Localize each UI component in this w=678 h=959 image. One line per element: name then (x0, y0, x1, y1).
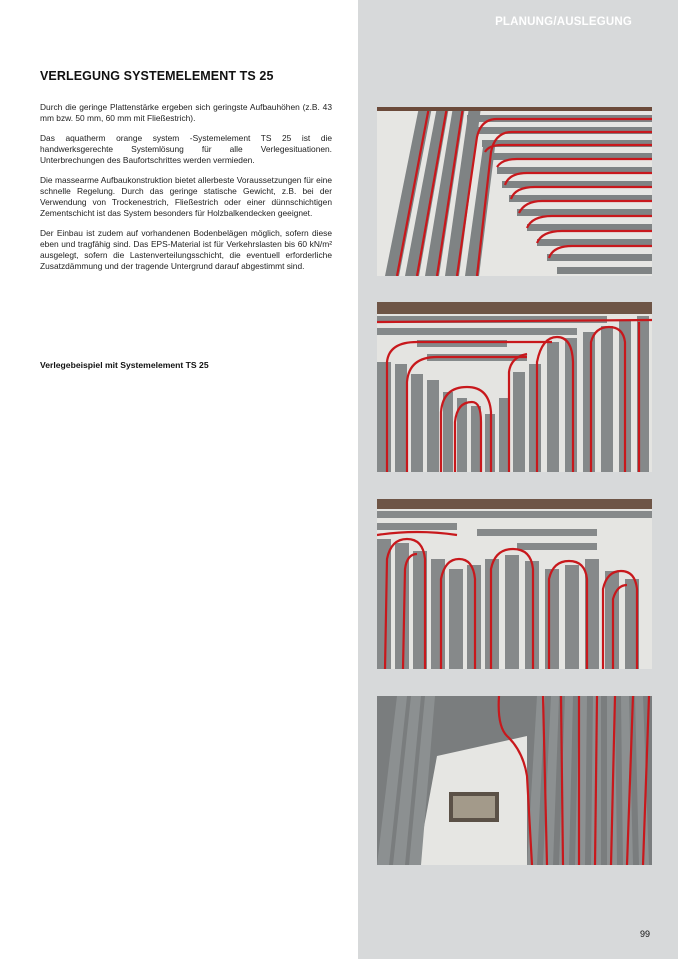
page-title: VERLEGUNG SYSTEMELEMENT TS 25 (40, 69, 274, 83)
installation-photo-1 (377, 107, 652, 276)
paragraph-1: Durch die geringe Plattenstärke ergeben sich geringste Aufbauhöhen (z.B. 43 mm bzw. 50 mm, 60 mm mit Fließestrich). (40, 102, 332, 123)
figure-caption: Verlegebeispiel mit Systemelement TS 25 (40, 360, 209, 370)
paragraph-3: Die massearme Aufbaukonstruktion bietet allerbeste Voraussetzungen für eine schnelle Regelung. Durch das geringe statische Gewicht, z.B. bei der Verwendung von Trockenestrich, Fließestrich oder einer dünnschichtigen Zementschicht ist das System besonders für Holzbalkendecken geeignet. (40, 175, 332, 218)
installation-photo-2 (377, 302, 652, 472)
section-label: PLANUNG/AUSLEGUNG (495, 16, 632, 28)
paragraph-2: Das aquatherm orange system -Systemelement TS 25 ist die handwerksgerechte Systemlösung für alle Verlegesituationen. Unterbrechungen des Baufortschrittes werden vermieden. (40, 133, 332, 165)
page-number: 99 (639, 929, 650, 939)
installation-photo-4 (377, 696, 652, 865)
installation-photo-3 (377, 499, 652, 669)
paragraph-4: Der Einbau ist zudem auf vorhandenen Bodenbelägen möglich, sofern diese eben und tragfähig sind. Das EPS-Material ist für Verkehrslasten bis 60 kN/m² ausgelegt, sofern die Lastenverteilungsschicht, die eventuell erforderliche Zusatzdämmung und der tragende Untergrund darauf abgestimmt sind. (40, 228, 332, 271)
body-text (40, 102, 332, 281)
